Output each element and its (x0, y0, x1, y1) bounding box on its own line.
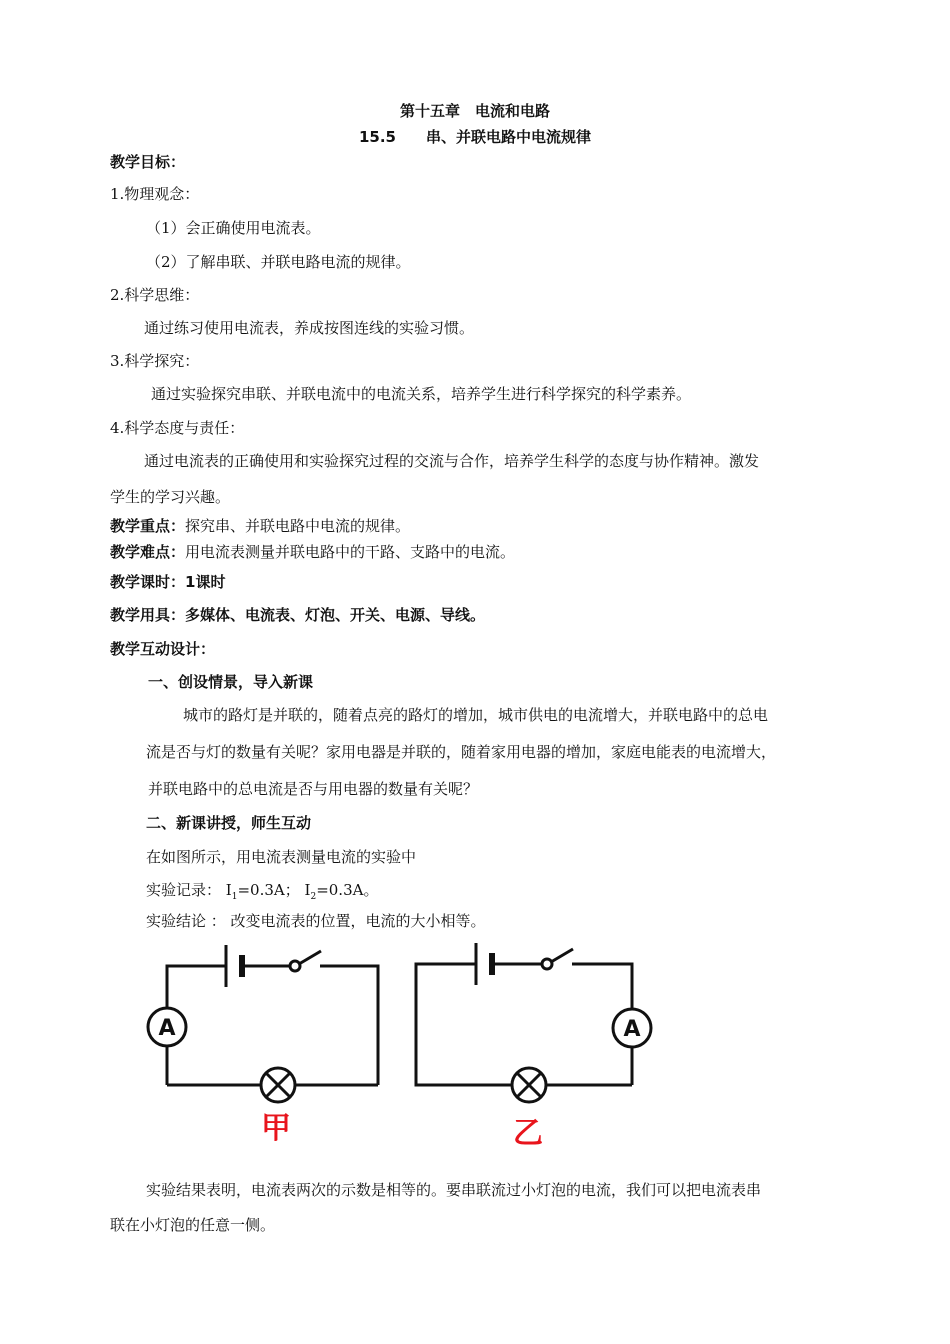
key-points-text: 探究串、并联电路中电流的规律。 (185, 517, 411, 535)
switch-pivot (290, 961, 300, 971)
ammeter-symbol: A (623, 1017, 641, 1042)
section-title: 15.5 串、并联电路中电流规律 (358, 128, 591, 146)
objectives-heading: 教学目标： (110, 153, 186, 171)
design-heading: 教学互动设计： (110, 640, 216, 658)
objective-3-title: 3.科学探究： (110, 352, 200, 370)
circuit-right-label: 乙 (513, 1116, 543, 1150)
difficulties (110, 542, 515, 562)
wire (167, 966, 226, 1008)
current-symbol-1: I (225, 881, 232, 899)
current-subscript-1: 1 (231, 892, 238, 902)
circuit-figure (140, 935, 680, 1150)
current-symbol-2: I (304, 881, 311, 899)
circuit-right (416, 943, 651, 1102)
wire (572, 964, 632, 1009)
result-line-1: 实验结果表明，电流表两次的示数是相等的。要串联流过小灯泡的电流，我们可以把电流表串 (146, 1181, 762, 1199)
current-value-2: =0.3A。 (316, 881, 379, 899)
class-hours: 教学课时：1课时 (110, 573, 226, 591)
objective-1-sub-1: （1）会正确使用电流表。 (146, 219, 321, 237)
objective-1-title: 1.物理观念： (110, 185, 200, 203)
key-points-label: 教学重点： (110, 517, 186, 535)
record-label: 实验记录： (146, 881, 222, 899)
difficulties-text: 用电流表测量并联电路中的干路、支路中的电流。 (185, 543, 516, 561)
teaching-tools: 教学用具：多媒体、电流表、灯泡、开关、电源、导线。 (110, 606, 486, 624)
switch-lever (551, 949, 573, 962)
objective-4-text-line-1: 通过电流表的正确使用和实验探究过程的交流与合作，培养学生科学的态度与协作精神。激发 (144, 452, 760, 470)
part-1-title: 一、创设情景，导入新课 (148, 673, 314, 691)
part-2-title: 二、新课讲授，师生互动 (146, 814, 312, 832)
objective-1-sub-2: （2）了解串联、并联电路电流的规律。 (146, 253, 411, 271)
wire (416, 964, 512, 1085)
experiment-record (146, 880, 378, 907)
objective-3-text: 通过实验探究串联、并联电流中的电流关系，培养学生进行科学探究的科学素养。 (151, 385, 692, 403)
difficulties-label: 教学难点： (110, 543, 186, 561)
switch-lever (299, 951, 321, 964)
experiment-conclusion: 实验结论 ： 改变电流表的位置，电流的大小相等。 (146, 912, 486, 930)
circuit-left-label: 甲 (261, 1111, 291, 1146)
current-subscript-2: 2 (310, 892, 317, 902)
key-points (110, 516, 410, 536)
chapter-title: 第十五章 电流和电路 (399, 102, 550, 120)
part-1-line-2: 流是否与灯的数量有关呢？家用电器是并联的，随着家用电器的增加，家庭电能表的电流增大， (146, 743, 777, 761)
ammeter-symbol: A (158, 1016, 176, 1041)
objective-4-text-line-2: 学生的学习兴趣。 (110, 488, 231, 506)
current-value-1: =0.3A； (237, 881, 300, 899)
objective-2-title: 2.科学思维： (110, 286, 200, 304)
part-1-line-1: 城市的路灯是并联的，随着点亮的路灯的增加，城市供电的电流增大，并联电路中的总电 (183, 706, 769, 724)
part-2-line-1: 在如图所示，用电流表测量电流的实验中 (146, 848, 417, 866)
wire (320, 966, 378, 1085)
part-1-line-3: 并联电路中的总电流是否与用电器的数量有关呢？ (148, 780, 479, 798)
circuit-left (148, 945, 378, 1102)
switch-pivot (542, 959, 552, 969)
result-line-2: 联在小灯泡的任意一侧。 (110, 1216, 276, 1234)
objective-2-text: 通过练习使用电流表，养成按图连线的实验习惯。 (144, 319, 475, 337)
objective-4-title: 4.科学态度与责任： (110, 419, 245, 437)
